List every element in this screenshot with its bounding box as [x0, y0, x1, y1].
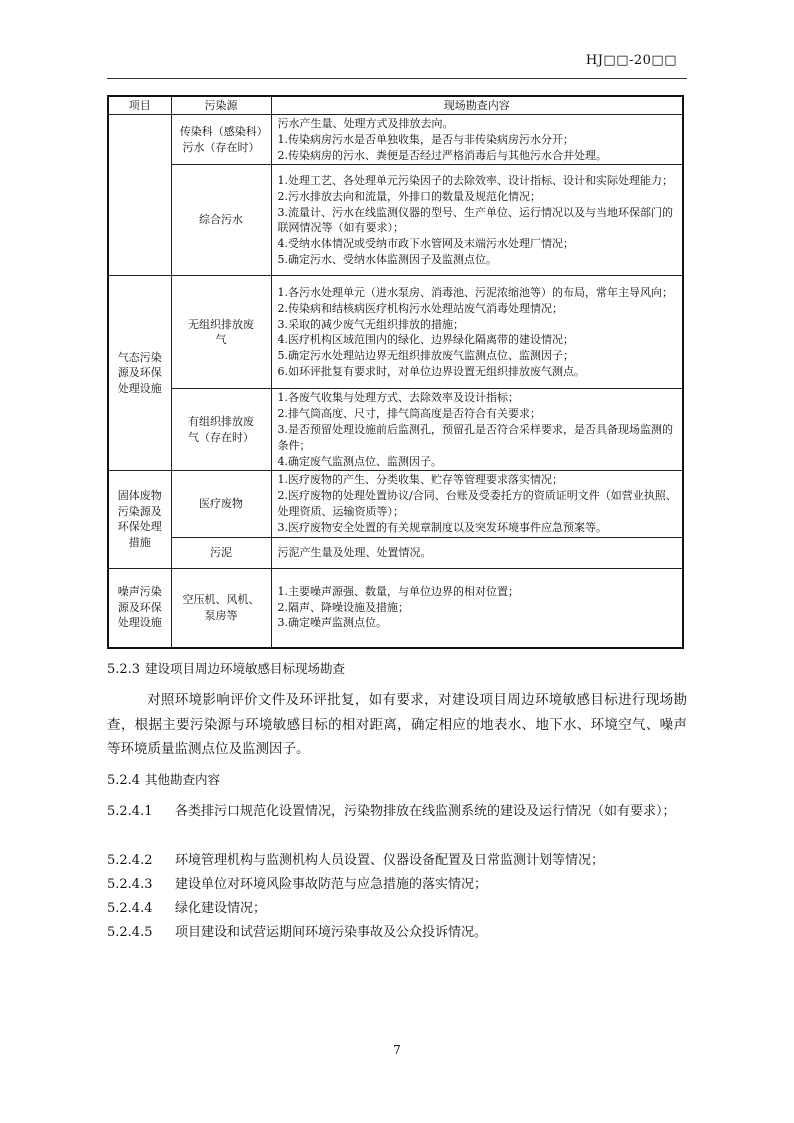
project-cell	[108, 276, 171, 471]
source-cell: 医疗废物	[171, 471, 271, 537]
content-line: 1.各废气收集与处理方式、去除效率及设计指标；	[277, 391, 519, 405]
content-line: 6.如环评批复有要求时，对单位边界设置无组织排放废气测点。	[277, 364, 585, 378]
source-cell	[171, 115, 271, 165]
list-item	[107, 849, 687, 872]
content-line: 4.医疗机构区域范围内的绿化、边界绿化隔离带的建设情况；	[277, 333, 574, 347]
content-line: 5.确定污水、受纳水体监测因子及监测点位。	[277, 252, 497, 266]
source-text: 无组织排放废气	[188, 317, 254, 347]
item-number: 5.2.4.4	[107, 901, 153, 916]
column-header-content: 现场勘查内容	[271, 96, 683, 115]
site-survey-table	[107, 95, 684, 649]
header-divider	[107, 78, 687, 79]
document-code: HJ□□-20□□	[585, 53, 677, 68]
column-header-project: 项目	[108, 96, 171, 115]
item-text: 建设单位对环境风险事故防范与应急措施的落实情况；	[175, 877, 488, 892]
content-line: 1.传染病房污水是否单独收集，是否与非传染病房污水分开；	[277, 132, 574, 146]
table-row	[108, 537, 683, 568]
item-number: 5.2.4.2	[107, 853, 153, 868]
item-text: 各类排污口规范化设置情况，污染物排放在线监测系统的建设及运行情况（如有要求）；	[175, 804, 676, 819]
source-cell	[171, 276, 271, 389]
table-row	[108, 471, 683, 537]
item-number: 5.2.4.3	[107, 877, 153, 892]
content-line: 2.传染病房的污水、粪便是否经过严格消毒后与其他污水合并处理。	[277, 148, 607, 162]
table-row	[108, 115, 683, 165]
table-row	[108, 568, 683, 648]
item-number: 5.2.4.5	[107, 925, 153, 940]
content-line: 污水产生量、处理方式及排放去向。	[277, 117, 454, 130]
content-line: 2.传染病和结核病医疗机构污水处理站废气消毒处理情况；	[277, 301, 563, 315]
source-cell: 污泥	[171, 537, 271, 568]
content-line: 3.确定噪声监测点位。	[277, 616, 387, 630]
content-line: 1.各污水处理单元（进水泵房、消毒池、污泥浓缩池等）的布局，常年主导风向；	[277, 286, 673, 299]
item-text: 环境管理机构与监测机构人员设置、仪器设备配置及日常监测计划等情况；	[175, 853, 605, 868]
item-number: 5.2.4.1	[107, 804, 153, 819]
content-line: 1.处理工艺、各处理单元污染因子的去除效率、设计指标、设计和实际处理能力；	[277, 174, 673, 187]
section-title: 其他勘查内容	[145, 772, 221, 787]
content-cell	[271, 115, 683, 165]
section-heading-5-2-4	[107, 770, 220, 788]
body-paragraph: 对照环境影响评价文件及环评批复，如有要求，对建设项目周边环境敏感目标进行现场勘查，根据主要污染源与环境敏感目标的相对距离，确定相应的地表水、地下水、环境空气、噪声等环境质量监测点位及监测因子。	[107, 692, 687, 757]
project-cell	[108, 471, 171, 568]
content-line: 3.采取的减少废气无组织排放的措施；	[277, 317, 464, 331]
table-row	[108, 165, 683, 276]
content-line: 2.排气筒高度、尺寸，排气筒高度是否符合有关要求；	[277, 407, 541, 421]
page-number: 7	[393, 1043, 401, 1057]
source-cell	[171, 389, 271, 471]
content-line: 4.受纳水体情况或受纳市政下水管网及末端污水处理厂情况；	[277, 237, 574, 251]
content-cell	[271, 389, 683, 471]
list-item	[107, 921, 687, 944]
item-text: 绿化建设情况；	[175, 901, 267, 916]
project-cell	[108, 568, 171, 648]
content-line: 3.医疗废物安全处置的有关规章制度以及突发环境事件应急预案等。	[277, 520, 607, 534]
content-line: 2.隔声、降噪设施及措施；	[277, 600, 409, 614]
content-line: 3.流量计、污水在线监测仪器的型号、生产单位、运行情况以及与当地环保部门的联网情况等（如有要求）；	[277, 205, 673, 235]
content-line: 1.主要噪声源强、数量，与单位边界的相对位置；	[277, 584, 519, 598]
content-line: 污泥产生量及处理、处置情况。	[277, 545, 432, 559]
content-line: 1.医疗废物的产生、分类收集、贮存等管理要求落实情况；	[277, 473, 563, 487]
content-cell	[271, 568, 683, 648]
project-cell	[108, 115, 171, 276]
source-text: 有组织排放废气（存在时）	[188, 415, 254, 444]
section-number: 5.2.3	[107, 662, 141, 677]
table-row	[108, 276, 683, 389]
source-text: 空压机、风机、泵房等	[182, 592, 260, 622]
content-cell	[271, 537, 683, 568]
section-number: 5.2.4	[107, 773, 141, 788]
content-cell	[271, 471, 683, 537]
project-text: 固体废物污染源及环保处理措施	[117, 488, 162, 550]
table-row	[108, 389, 683, 471]
list-item	[107, 800, 687, 823]
source-text: 传染科（感染科）污水（存在时）	[179, 124, 263, 154]
table-header-row	[108, 96, 683, 115]
section-title: 建设项目周边环境敏感目标现场勘查	[145, 661, 346, 676]
list-item	[107, 873, 687, 896]
source-cell	[171, 568, 271, 648]
content-line: 2.污水排放去向和流量，外排口的数量及规范化情况；	[277, 189, 541, 203]
content-line: 4.确定废气监测点位、监测因子。	[277, 454, 442, 468]
item-text: 项目建设和试营运期间环境污染事故及公众投诉情况。	[175, 925, 488, 940]
project-text: 气态污染源及环保处理设施	[117, 350, 162, 396]
list-item	[107, 897, 687, 920]
content-line: 3.是否预留处理设施前后监测孔，预留孔是否符合采样要求，是否具备现场监测的条件；	[277, 422, 673, 452]
source-cell: 综合污水	[171, 165, 271, 276]
content-cell	[271, 276, 683, 389]
section-heading-5-2-3	[107, 659, 345, 677]
content-cell	[271, 165, 683, 276]
content-line: 5.确定污水处理站边界无组织排放废气监测点位、监测因子；	[277, 349, 574, 363]
column-header-source: 污染源	[171, 96, 271, 115]
project-text: 噪声污染源及环保处理设施	[117, 584, 162, 630]
content-line: 2.医疗废物的处理处置协议/合同、台账及受委托方的资质证明文件（如营业执照、处理资质、运输资质等）；	[277, 489, 677, 518]
